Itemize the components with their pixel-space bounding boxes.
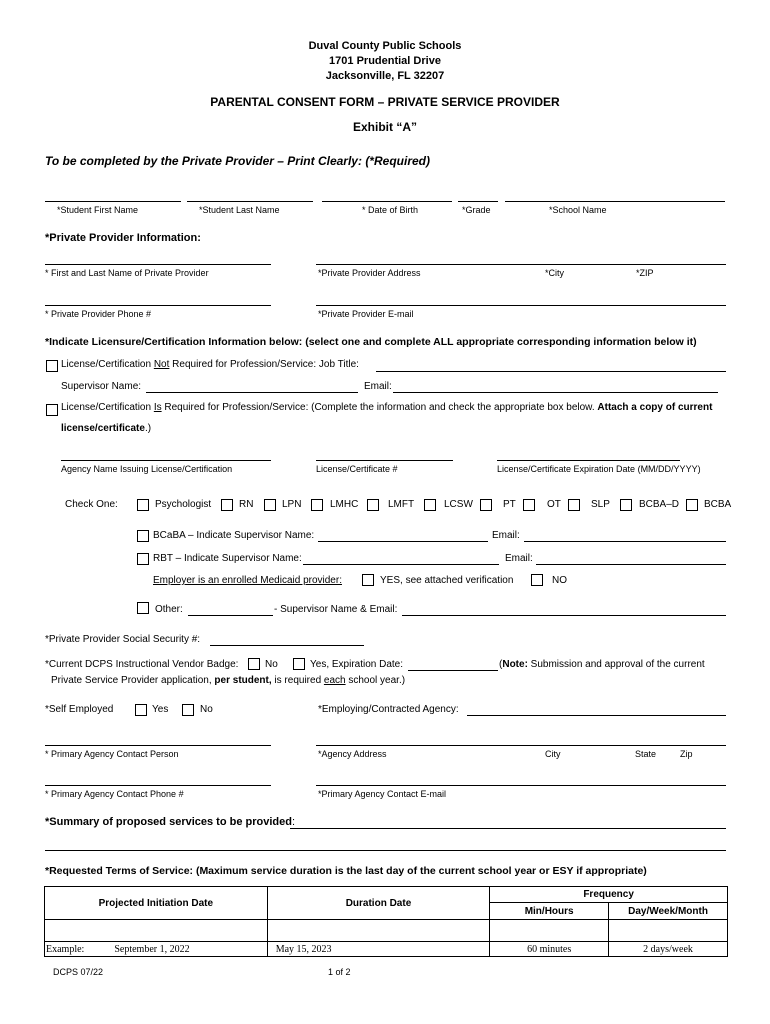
other-supervisor-field[interactable] <box>402 615 726 616</box>
psychologist-label: Psychologist <box>155 499 212 510</box>
other-label: Other: <box>155 604 183 615</box>
agency-city-label: City <box>545 749 561 759</box>
provider-city-label: *City <box>545 268 565 278</box>
rbt-label: RBT – Indicate Supervisor Name: <box>153 553 302 564</box>
contact-phone-field[interactable] <box>45 785 271 786</box>
check-one-label: Check One: <box>65 499 118 510</box>
vendor-badge-label: *Current DCPS Instructional Vendor Badge: <box>45 659 239 670</box>
col-frequency-header: Frequency <box>490 887 728 903</box>
agency-name-field[interactable] <box>61 460 271 461</box>
bcaba-supervisor-field[interactable] <box>318 541 488 542</box>
license-required-label-cont: license/certificate.) <box>61 423 152 434</box>
medicaid-yes-label: YES, see attached verification <box>380 575 514 586</box>
initiation-date-cell[interactable] <box>45 920 268 942</box>
ot-checkbox[interactable] <box>523 499 535 511</box>
footer-page-number: 1 of 2 <box>328 967 351 977</box>
terms-heading: *Requested Terms of Service: (Maximum service duration is the last day of the current school year or ESY if appropriate) <box>45 865 647 877</box>
self-employed-no-checkbox[interactable] <box>182 704 194 716</box>
form-title: PARENTAL CONSENT FORM – PRIVATE SERVICE PROVIDER <box>210 95 560 109</box>
grade-field[interactable] <box>458 201 498 202</box>
bcba-checkbox[interactable] <box>686 499 698 511</box>
summary-field-line2[interactable] <box>45 850 726 851</box>
provider-email-field[interactable] <box>316 305 726 306</box>
pt-label: PT <box>503 499 516 510</box>
other-supervisor-label: - Supervisor Name & Email: <box>274 604 398 615</box>
provider-phone-label: * Private Provider Phone # <box>45 309 152 319</box>
example-min: 60 minutes <box>490 942 609 957</box>
vendor-note-cont: Private Service Provider application, per student, is required each school year.) <box>51 675 406 686</box>
contact-email-field[interactable] <box>316 785 726 786</box>
date-of-birth-label: * Date of Birth <box>362 205 419 215</box>
job-title-field[interactable] <box>376 371 726 372</box>
other-checkbox[interactable] <box>137 602 149 614</box>
contact-person-label: * Primary Agency Contact Person <box>45 749 179 759</box>
lmhc-checkbox[interactable] <box>311 499 323 511</box>
lcsw-label: LCSW <box>444 499 473 510</box>
medicaid-label: Employer is an enrolled Medicaid provider: <box>153 575 342 586</box>
provider-name-label: * First and Last Name of Private Provider <box>45 268 209 278</box>
col-minhours-header: Min/Hours <box>490 903 609 920</box>
slp-checkbox[interactable] <box>568 499 580 511</box>
ssn-field[interactable] <box>210 645 364 646</box>
vendor-badge-yes-label: Yes, Expiration Date: <box>310 659 404 670</box>
org-address-line1: 1701 Prudential Drive <box>329 55 441 67</box>
vendor-badge-no-checkbox[interactable] <box>248 658 260 670</box>
bcaba-label: BCaBA – Indicate Supervisor Name: <box>153 530 315 541</box>
grade-label: *Grade <box>462 205 491 215</box>
min-hours-cell[interactable] <box>490 920 609 942</box>
supervisor-name-field[interactable] <box>146 392 358 393</box>
example-initiation: September 1, 2022 <box>114 943 190 955</box>
lmft-checkbox[interactable] <box>367 499 379 511</box>
supervisor-name-label: Supervisor Name: <box>61 381 142 392</box>
provider-name-field[interactable] <box>45 264 271 265</box>
school-name-field[interactable] <box>505 201 725 202</box>
slp-label: SLP <box>591 499 610 510</box>
license-expiration-label: License/Certificate Expiration Date (MM/DD/YYYY) <box>497 464 701 474</box>
rn-checkbox[interactable] <box>221 499 233 511</box>
provider-email-label: *Private Provider E-mail <box>318 309 414 319</box>
license-number-field[interactable] <box>316 460 453 461</box>
date-of-birth-field[interactable] <box>322 201 452 202</box>
rn-label: RN <box>239 499 254 510</box>
agency-address-label: *Agency Address <box>318 749 387 759</box>
duration-date-cell[interactable] <box>267 920 490 942</box>
instructions: To be completed by the Private Provider – Print Clearly: (*Required) <box>45 154 430 168</box>
self-employed-yes-checkbox[interactable] <box>135 704 147 716</box>
bcaba-checkbox[interactable] <box>137 530 149 542</box>
self-employed-yes-label: Yes <box>152 704 169 715</box>
self-employed-no-label: No <box>200 704 213 715</box>
example-label: Example: <box>46 943 85 955</box>
org-name: Duval County Public Schools <box>308 40 462 52</box>
provider-address-field[interactable] <box>316 264 726 265</box>
self-employed-label: *Self Employed <box>45 704 114 715</box>
supervisor-email-label: Email: <box>364 381 392 392</box>
day-week-month-cell[interactable] <box>609 920 728 942</box>
pt-checkbox[interactable] <box>480 499 492 511</box>
terms-example-row <box>45 942 728 957</box>
contact-phone-label: * Primary Agency Contact Phone # <box>45 789 184 799</box>
supervisor-email-field[interactable] <box>393 392 718 393</box>
agency-name-label: Agency Name Issuing License/Certification <box>61 464 233 474</box>
contact-person-field[interactable] <box>45 745 271 746</box>
lpn-checkbox[interactable] <box>264 499 276 511</box>
licensure-heading: *Indicate Licensure/Certification Information below: (select one and complete ALL appropriate corresponding information below it) <box>45 336 697 348</box>
employing-agency-label: *Employing/Contracted Agency: <box>318 704 459 715</box>
example-duration: May 15, 2023 <box>267 942 490 957</box>
col-dwm-header: Day/Week/Month <box>609 903 728 920</box>
terms-entry-row <box>45 920 728 942</box>
employing-agency-field[interactable] <box>467 715 726 716</box>
agency-address-field[interactable] <box>316 745 726 746</box>
exhibit-label: Exhibit “A” <box>352 120 417 134</box>
example-initiation-cell <box>45 942 268 957</box>
bcba-d-label: BCBA–D <box>639 499 680 510</box>
license-required-label: License/Certification Is Required for Profession/Service: (Complete the information and check the appropriate box below. Attach a copy of current <box>61 402 713 413</box>
rbt-email-field[interactable] <box>536 564 726 565</box>
provider-phone-field[interactable] <box>45 305 271 306</box>
terms-header-row <box>45 887 728 903</box>
school-name-label: *School Name <box>549 205 607 215</box>
lmft-label: LMFT <box>388 499 415 510</box>
summary-label: *Summary of proposed services to be provided: <box>45 816 296 828</box>
contact-email-label: *Primary Agency Contact E-mail <box>318 789 447 799</box>
vendor-badge-no-label: No <box>265 659 278 670</box>
rbt-supervisor-field[interactable] <box>303 564 499 565</box>
col-duration-header: Duration Date <box>267 887 490 920</box>
vendor-expiration-field[interactable] <box>408 670 498 671</box>
psychologist-checkbox[interactable] <box>137 499 149 511</box>
bcaba-email-label: Email: <box>492 530 520 541</box>
lpn-label: LPN <box>282 499 302 510</box>
lcsw-checkbox[interactable] <box>424 499 436 511</box>
bcba-d-checkbox[interactable] <box>620 499 632 511</box>
student-first-name-label: *Student First Name <box>57 205 139 215</box>
other-field[interactable] <box>188 615 273 616</box>
vendor-note: (Note: Submission and approval of the current <box>499 659 705 670</box>
summary-field-line1[interactable] <box>290 828 726 829</box>
medicaid-yes-checkbox[interactable] <box>362 574 374 586</box>
license-required-checkbox[interactable] <box>46 404 58 416</box>
bcba-label: BCBA <box>704 499 732 510</box>
lmhc-label: LMHC <box>330 499 359 510</box>
org-address-line2: Jacksonville, FL 32207 <box>325 70 445 82</box>
agency-state-label: State <box>635 749 657 759</box>
provider-info-heading: *Private Provider Information: <box>45 232 201 244</box>
student-first-name-field[interactable] <box>45 201 181 202</box>
rbt-checkbox[interactable] <box>137 553 149 565</box>
medicaid-no-checkbox[interactable] <box>531 574 543 586</box>
medicaid-no-label: NO <box>552 575 567 586</box>
vendor-badge-yes-checkbox[interactable] <box>293 658 305 670</box>
license-expiration-field[interactable] <box>497 460 680 461</box>
rbt-email-label: Email: <box>505 553 533 564</box>
license-not-required-label: License/Certification Not Required for Profession/Service: Job Title: <box>61 359 359 370</box>
provider-zip-label: *ZIP <box>636 268 654 278</box>
footer-code: DCPS 07/22 <box>53 967 104 977</box>
provider-address-label: *Private Provider Address <box>318 268 421 278</box>
bcaba-email-field[interactable] <box>524 541 726 542</box>
ot-label: OT <box>547 499 561 510</box>
student-last-name-field[interactable] <box>187 201 313 202</box>
ssn-label: *Private Provider Social Security #: <box>45 634 201 645</box>
example-dwm: 2 days/week <box>609 942 728 957</box>
license-number-label: License/Certificate # <box>316 464 398 474</box>
student-last-name-label: *Student Last Name <box>199 205 280 215</box>
terms-table <box>44 886 728 957</box>
license-not-required-checkbox[interactable] <box>46 360 58 372</box>
agency-zip-label: Zip <box>680 749 693 759</box>
col-initiation-header: Projected Initiation Date <box>45 887 268 920</box>
